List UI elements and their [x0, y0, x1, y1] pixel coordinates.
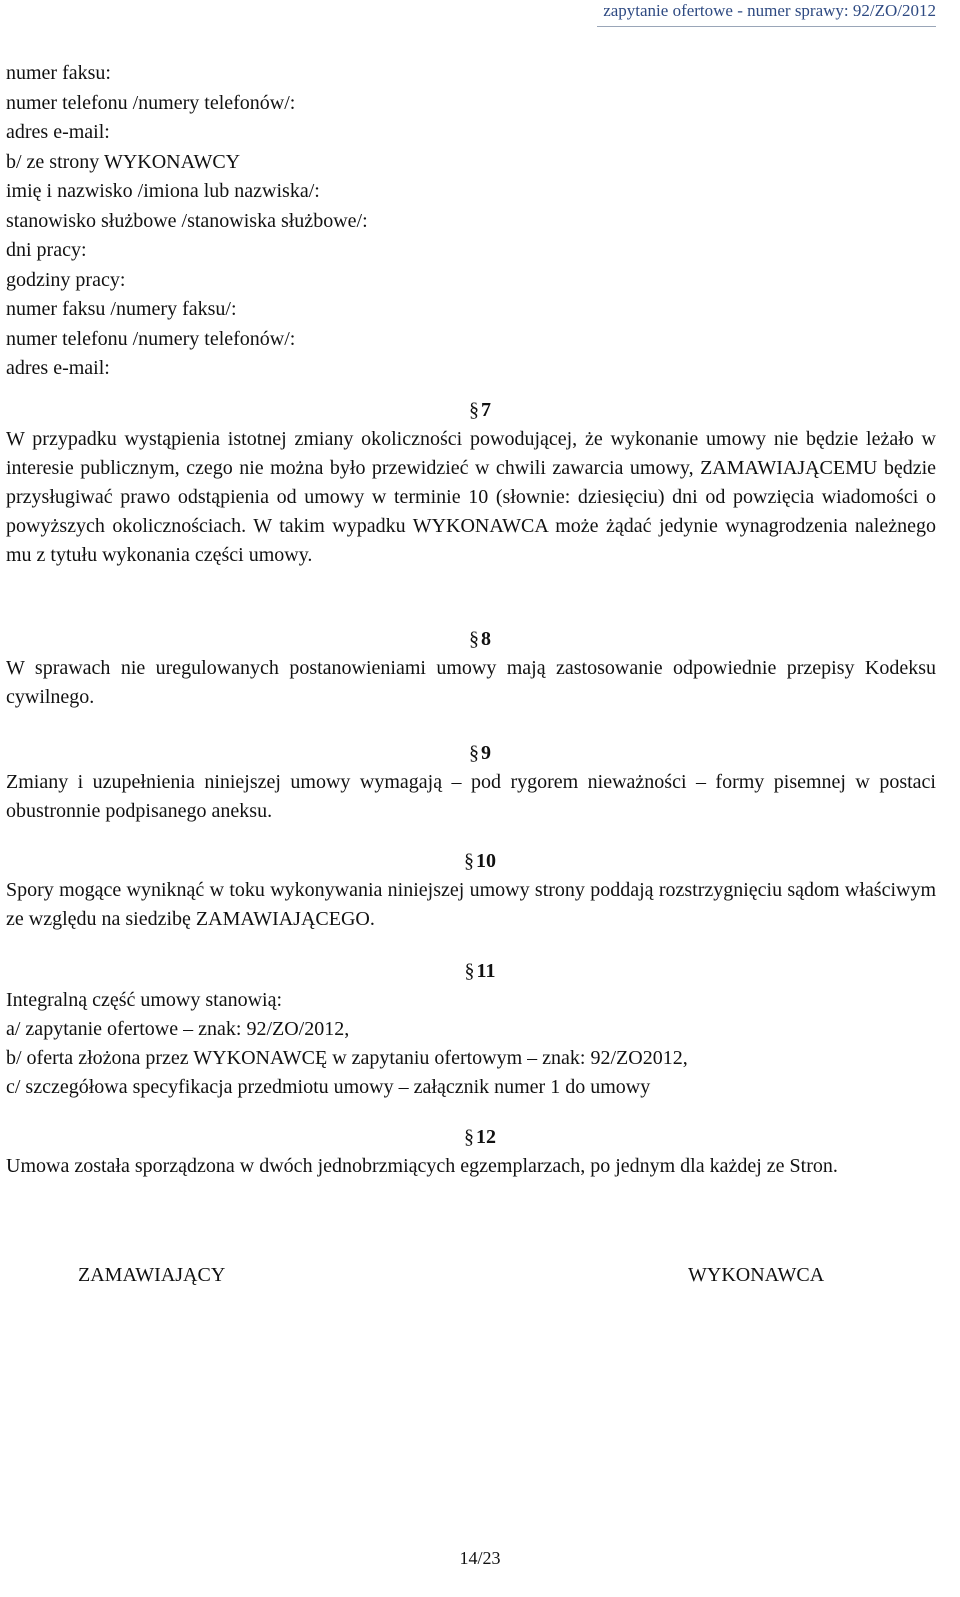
section-list-11 [6, 986, 936, 1102]
section-text-12: Umowa została sporządzona w dwóch jednobrzmiących egzemplarzach, po jednym dla każdej ze Stron. [6, 1155, 838, 1177]
contact-line: stanowisko służbowe /stanowiska służbowe/: [6, 209, 368, 232]
contact-line: numer telefonu /numery telefonów/: [6, 327, 296, 350]
page-header [597, 0, 936, 27]
contact-line: numer faksu: [6, 62, 111, 84]
section-heading-10: § 10 [464, 850, 496, 872]
list-item: b/ oferta złożona przez WYKONAWCĘ w zapytaniu ofertowym – znak: 92/ZO2012, [6, 1047, 688, 1069]
contact-line: b/ ze strony WYKONAWCY [6, 150, 241, 173]
section-heading-9: § 9 [469, 742, 491, 764]
list-item: a/ zapytanie ofertowe – znak: 92/ZO/2012, [6, 1018, 350, 1040]
header-title: zapytanie ofertowe - numer sprawy: 92/ZO/2012 [603, 1, 936, 20]
page-number: 14/23 [459, 1548, 501, 1568]
section-text-9: Zmiany i uzupełnienia niniejszej umowy wymagają – pod rygorem nieważności – formy pisemnej w postaci obustronnie podpisanego aneksu. [6, 771, 936, 822]
section-heading-7: § 7 [469, 399, 491, 421]
contact-line: imię i nazwisko /imiona lub nazwiska/: [6, 180, 320, 202]
contact-line: dni pracy: [6, 239, 87, 261]
list-item: c/ szczegółowa specyfikacja przedmiotu umowy – załącznik numer 1 do umowy [6, 1076, 651, 1098]
contact-line: numer telefonu /numery telefonów/: [6, 91, 296, 114]
signature-left: ZAMAWIAJĄCY [78, 1264, 226, 1286]
section-heading-8: § 8 [469, 628, 491, 650]
section-text-10: Spory mogące wyniknąć w toku wykonywania niniejszej umowy strony poddają rozstrzygnięciu sądom właściwym ze względu na siedzibę ZAMAWIAJĄCEGO. [6, 879, 936, 930]
section-heading-12: § 12 [464, 1126, 496, 1148]
section-heading-11: § 11 [464, 960, 496, 982]
signature-right: WYKONAWCA [688, 1264, 825, 1286]
list-item: Integralną część umowy stanowią: [6, 989, 283, 1011]
contact-line: godziny pracy: [6, 268, 126, 291]
contact-line: numer faksu /numery faksu/: [6, 298, 237, 320]
contact-list [6, 59, 936, 384]
contact-line: adres e-mail: [6, 357, 110, 379]
contact-line: adres e-mail: [6, 121, 110, 143]
section-text-8: W sprawach nie uregulowanych postanowieniami umowy mają zastosowanie odpowiednie przepisy Kodeksu cywilnego. [6, 657, 936, 708]
section-text-7: W przypadku wystąpienia istotnej zmiany okoliczności powodującej, że wykonanie umowy nie będzie leżało w interesie publicznym, czego nie można było przewidzieć w chwili zawarcia umowy, ZAMAWIAJĄCEMU będzie przysługiwać prawo odstąpienia od umowy w terminie 10 (słownie: dziesięciu) dni od powzięcia wiadomości o powyższych okolicznościach. W takim wypadku WYKONAWCA może żądać jedynie wynagrodzenia należnego mu z tytułu wykonania części umowy. [6, 428, 936, 566]
